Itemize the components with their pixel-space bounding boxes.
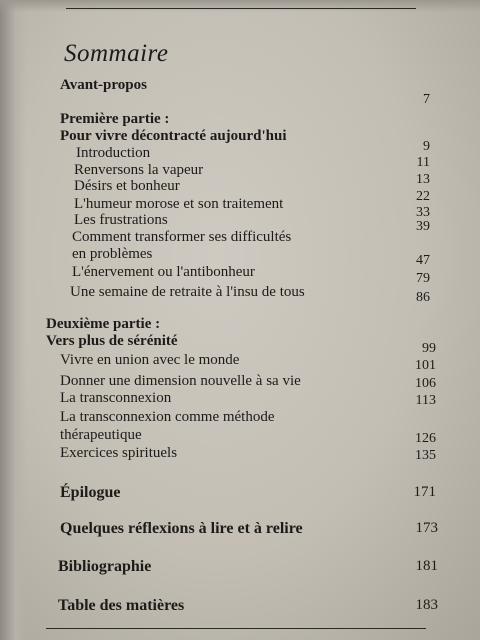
toc-entry: thérapeutique bbox=[60, 427, 142, 443]
part2-subtitle: Vers plus de sérénité bbox=[46, 333, 178, 349]
toc-entry: L'énervement ou l'antibonheur bbox=[72, 264, 255, 280]
toc-entry: Renversons la vapeur bbox=[74, 162, 204, 178]
page-number: 113 bbox=[415, 393, 436, 408]
page-number: 101 bbox=[415, 358, 436, 373]
page-number: 9 bbox=[423, 139, 430, 154]
toc-entry: Désirs et bonheur bbox=[74, 178, 180, 194]
page-number: 13 bbox=[416, 172, 430, 187]
page-number: 86 bbox=[416, 290, 430, 305]
part2-heading: Deuxième partie : bbox=[46, 316, 161, 332]
page-number: 106 bbox=[415, 376, 436, 391]
page-number: 79 bbox=[416, 271, 430, 286]
entry-reflexions: Quelques réflexions à lire et à relire bbox=[60, 520, 303, 537]
part1-subtitle: Pour vivre décontracté aujourd'hui bbox=[60, 128, 287, 144]
page-number: 183 bbox=[415, 597, 438, 613]
toc-entry: Une semaine de retraite à l'insu de tous bbox=[70, 284, 305, 300]
toc-entry: L'humeur morose et son traitement bbox=[74, 196, 284, 212]
top-rule bbox=[66, 8, 416, 9]
page-shadow bbox=[0, 0, 26, 640]
entry-table-des-matieres: Table des matières bbox=[58, 597, 185, 614]
page-number: 171 bbox=[413, 484, 436, 500]
entry-epilogue: Épilogue bbox=[60, 484, 121, 501]
page-number: 39 bbox=[416, 219, 430, 234]
toc-entry: La transconnexion bbox=[60, 390, 172, 406]
entry-bibliographie: Bibliographie bbox=[58, 558, 152, 575]
page-number: 47 bbox=[416, 253, 430, 268]
toc-entry: Comment transformer ses difficultés bbox=[72, 229, 292, 245]
contents-title: Sommaire bbox=[64, 40, 169, 67]
page-number: 135 bbox=[415, 448, 436, 463]
toc-entry: Donner une dimension nouvelle à sa vie bbox=[60, 373, 301, 389]
toc-entry: Les frustrations bbox=[74, 212, 168, 228]
toc-entry: Introduction bbox=[76, 145, 151, 161]
toc-entry: Exercices spirituels bbox=[60, 445, 178, 461]
page-number: 181 bbox=[415, 558, 438, 574]
page-number: 99 bbox=[422, 341, 436, 356]
toc-entry: Vivre en union avec le monde bbox=[60, 352, 240, 368]
entry-avant-propos: Avant-propos bbox=[60, 77, 147, 93]
part1-heading: Première partie : bbox=[60, 111, 170, 127]
page-number: 7 bbox=[423, 92, 430, 107]
toc-entry: La transconnexion comme méthode bbox=[60, 409, 275, 425]
page-number: 33 bbox=[416, 205, 430, 220]
bottom-rule bbox=[46, 628, 426, 629]
page-number: 22 bbox=[416, 189, 430, 204]
page-number: 11 bbox=[416, 155, 430, 170]
page-shadow-top bbox=[0, 0, 480, 12]
toc-entry: en problèmes bbox=[72, 246, 153, 262]
page-number: 126 bbox=[415, 431, 436, 446]
page-number: 173 bbox=[415, 520, 438, 536]
